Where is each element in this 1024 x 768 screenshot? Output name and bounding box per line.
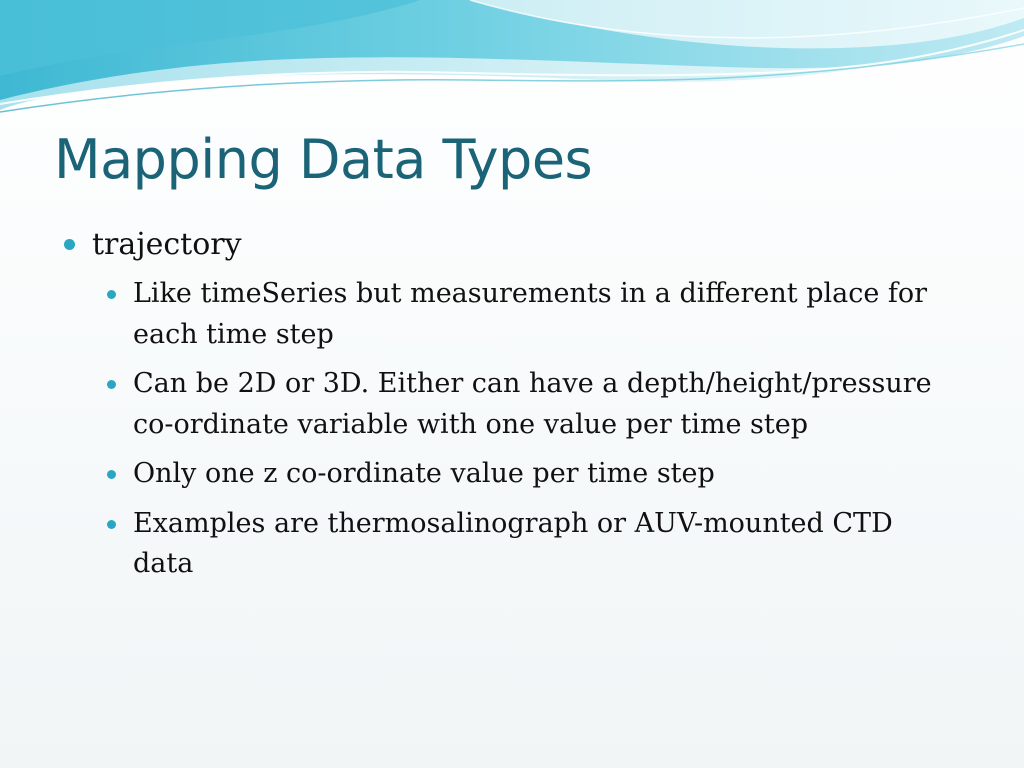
sub-bullet-text: Like timeSeries but measurements in a different place for each time step <box>133 278 928 350</box>
bullet-dot-icon <box>64 239 75 250</box>
wave-header-decoration <box>0 0 1024 120</box>
bullet-dot-icon <box>107 380 116 389</box>
sub-bullet-item <box>104 504 953 585</box>
sub-bullet-list <box>62 274 982 585</box>
slide-content <box>62 226 982 594</box>
bullet-dot-icon <box>107 470 116 479</box>
slide-title: Mapping Data Types <box>54 128 593 191</box>
sub-bullet-item <box>104 454 953 495</box>
sub-bullet-item <box>104 274 953 355</box>
sub-bullet-text: Examples are thermosalinograph or AUV-mounted CTD data <box>133 507 893 579</box>
bullet-dot-icon <box>107 520 116 529</box>
bullet-item-trajectory <box>62 226 982 264</box>
sub-bullet-item <box>104 364 953 445</box>
bullet-text: trajectory <box>92 227 242 262</box>
bullet-dot-icon <box>107 290 116 299</box>
sub-bullet-text: Can be 2D or 3D. Either can have a depth/height/pressure co-ordinate variable with one value per time step <box>133 368 932 440</box>
sub-bullet-text: Only one z co-ordinate value per time step <box>133 458 715 489</box>
